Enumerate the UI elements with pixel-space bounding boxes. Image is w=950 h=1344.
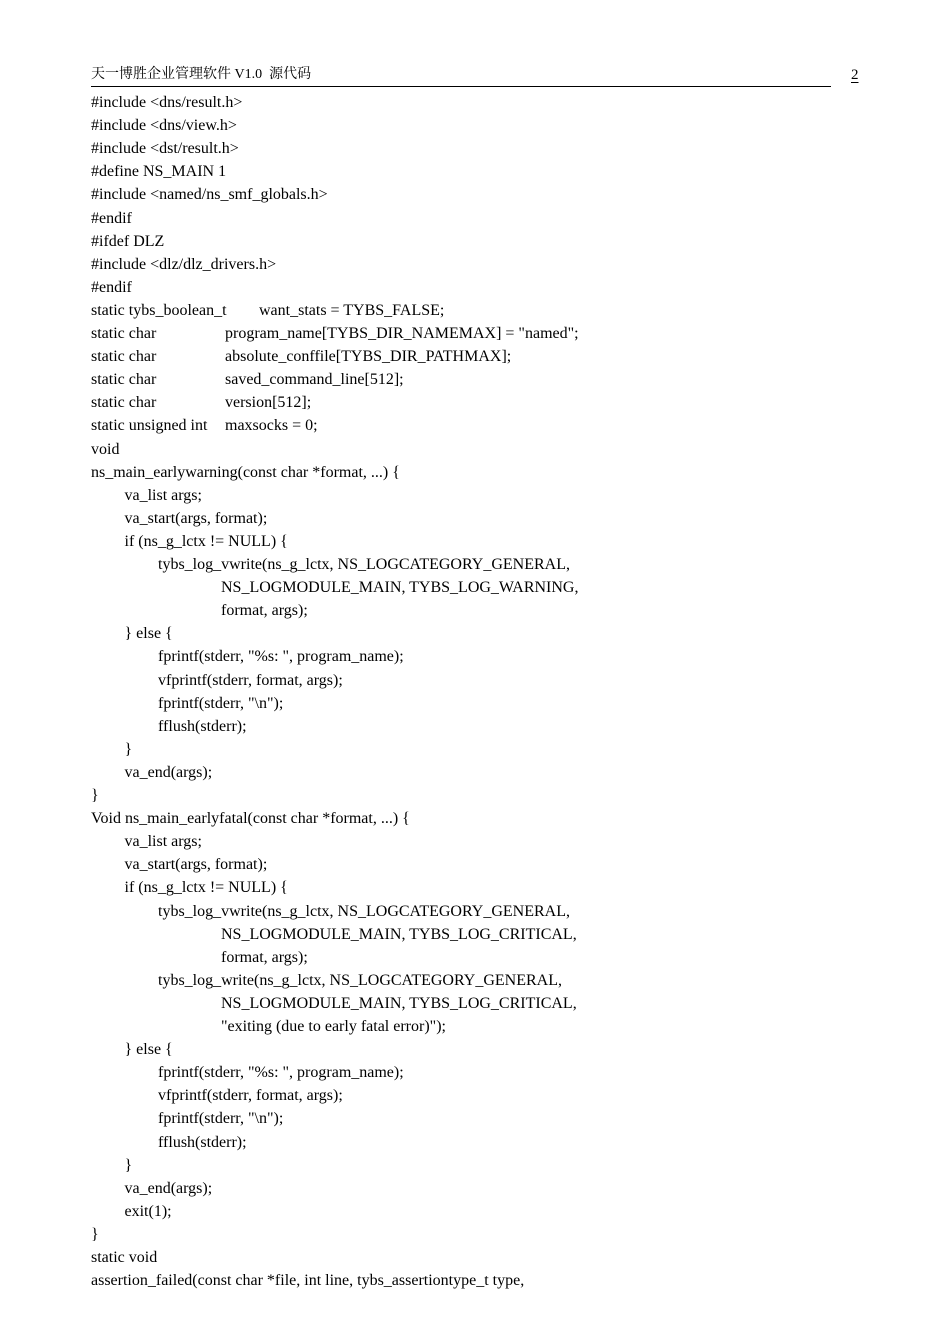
code-text-aligned: maxsocks = 0;	[225, 417, 318, 435]
code-line	[125, 622, 173, 645]
code-text: #ifdef DLZ	[91, 232, 165, 250]
code-line	[221, 576, 578, 599]
code-text: exit(1);	[124, 1202, 172, 1220]
code-text: #endif	[91, 209, 132, 227]
code-text: va_start(args, format);	[124, 509, 268, 527]
code-line	[158, 692, 283, 715]
code-line	[91, 461, 400, 484]
code-text: NS_LOGMODULE_MAIN, TYBS_LOG_CRITICAL,	[221, 994, 577, 1012]
code-text-aligned: want_stats = TYBS_FALSE;	[259, 301, 445, 319]
code-line	[125, 484, 202, 507]
code-line	[158, 900, 570, 923]
code-line	[125, 761, 213, 784]
code-line	[91, 807, 410, 830]
code-text: NS_LOGMODULE_MAIN, TYBS_LOG_CRITICAL,	[221, 925, 577, 943]
code-text: #include <dns/view.h>	[91, 117, 237, 135]
code-line	[91, 1246, 157, 1269]
code-line	[125, 876, 288, 899]
code-line	[125, 830, 202, 853]
code-text: } else {	[124, 1041, 173, 1059]
code-text: vfprintf(stderr, format, args);	[158, 1087, 343, 1105]
code-text: "exiting (due to early fatal error)");	[221, 1018, 446, 1035]
code-text: va_end(args);	[124, 1179, 213, 1197]
code-line	[221, 992, 577, 1015]
code-line	[125, 853, 268, 876]
code-line	[91, 345, 512, 368]
code-text: #include <dns/result.h>	[91, 94, 243, 111]
code-text: }	[91, 787, 99, 804]
code-line	[91, 1223, 99, 1246]
code-text: va_end(args);	[124, 763, 213, 781]
code-text: tybs_log_vwrite(ns_g_lctx, NS_LOGCATEGORY_GENERAL,	[158, 902, 570, 920]
code-line	[125, 530, 288, 553]
code-line	[158, 1107, 283, 1130]
code-line	[221, 1015, 446, 1038]
code-text: if (ns_g_lctx != NULL) {	[124, 879, 288, 897]
page-number: 2	[851, 67, 859, 83]
code-text: }	[124, 1156, 133, 1174]
code-line	[221, 946, 308, 969]
code-text: static tybs_boolean_t	[91, 301, 227, 319]
code-text: static void	[91, 1249, 158, 1266]
code-text: vfprintf(stderr, format, args);	[158, 671, 343, 689]
code-line	[158, 969, 562, 992]
code-text: ns_main_earlywarning(const char *format, ...) {	[91, 463, 400, 481]
code-text: if (ns_g_lctx != NULL) {	[124, 532, 288, 550]
code-text: fprintf(stderr, "\n");	[158, 1110, 284, 1128]
code-text: static char	[91, 394, 157, 412]
code-line	[221, 923, 577, 946]
code-line	[158, 1084, 343, 1107]
code-text: #define NS_MAIN 1	[91, 163, 227, 181]
code-line	[91, 368, 404, 391]
code-text: va_list args;	[124, 833, 202, 851]
code-line	[158, 1131, 247, 1154]
code-text: static char	[91, 371, 157, 389]
code-text: NS_LOGMODULE_MAIN, TYBS_LOG_WARNING,	[221, 579, 579, 597]
code-line	[125, 1038, 173, 1061]
code-text: assertion_failed(const char *file, int line, tybs_assertiontype_t type,	[91, 1272, 525, 1290]
code-text: Void ns_main_earlyfatal(const char *format, ...) {	[91, 810, 410, 828]
code-text: #endif	[91, 278, 132, 296]
code-line	[91, 1269, 524, 1292]
code-text: fprintf(stderr, "%s: ", program_name);	[158, 1064, 404, 1082]
code-line	[125, 1154, 133, 1177]
code-text-aligned: program_name[TYBS_DIR_NAMEMAX] = "named";	[225, 325, 579, 342]
code-line	[91, 114, 237, 137]
code-line	[125, 507, 268, 530]
code-line	[91, 230, 164, 253]
code-line	[91, 438, 119, 461]
code-line	[158, 553, 570, 576]
code-text-aligned: absolute_conffile[TYBS_DIR_PATHMAX];	[225, 348, 512, 366]
code-text: format, args);	[221, 948, 308, 966]
code-line	[91, 160, 226, 183]
code-text: static char	[91, 348, 157, 366]
code-text: }	[124, 740, 133, 758]
code-text: void	[91, 440, 120, 458]
code-line	[91, 183, 328, 206]
code-text: #include <dst/result.h>	[91, 140, 239, 158]
code-line	[91, 784, 99, 807]
code-line	[91, 299, 445, 322]
code-text: #include <dlz/dlz_drivers.h>	[91, 255, 277, 273]
code-line	[91, 253, 276, 276]
code-text-aligned: saved_command_line[512];	[225, 371, 404, 389]
code-line	[158, 1061, 404, 1084]
code-line	[91, 391, 312, 414]
code-line	[158, 669, 343, 692]
code-line	[91, 91, 242, 114]
code-text: static unsigned int	[91, 417, 208, 435]
code-text: tybs_log_vwrite(ns_g_lctx, NS_LOGCATEGORY_GENERAL,	[158, 556, 570, 573]
code-text: va_start(args, format);	[124, 856, 268, 874]
code-text: tybs_log_write(ns_g_lctx, NS_LOGCATEGORY_GENERAL,	[158, 971, 562, 989]
code-line	[158, 715, 247, 738]
code-line	[91, 137, 239, 160]
code-text: fprintf(stderr, "\n");	[158, 694, 284, 712]
code-text-aligned: version[512];	[225, 394, 312, 412]
code-text: format, args);	[221, 602, 308, 620]
code-text: fprintf(stderr, "%s: ", program_name);	[158, 648, 404, 666]
code-text: fflush(stderr);	[158, 717, 247, 735]
code-text: fflush(stderr);	[158, 1133, 247, 1151]
code-line	[125, 1177, 213, 1200]
code-line	[125, 1200, 172, 1223]
code-line	[221, 599, 308, 622]
code-line	[91, 276, 132, 299]
code-text: } else {	[124, 625, 173, 643]
code-line	[91, 414, 318, 437]
header-title: 天一博胜企业管理软件 V1.0 源代码	[91, 67, 312, 82]
code-line	[158, 645, 404, 668]
code-line	[91, 207, 132, 230]
code-line	[91, 322, 579, 345]
code-text: static char	[91, 325, 157, 342]
page-header	[91, 66, 831, 87]
code-text: va_list args;	[124, 486, 202, 504]
code-text: }	[91, 1225, 99, 1243]
code-line	[125, 738, 133, 761]
code-text: #include <named/ns_smf_globals.h>	[91, 186, 328, 204]
